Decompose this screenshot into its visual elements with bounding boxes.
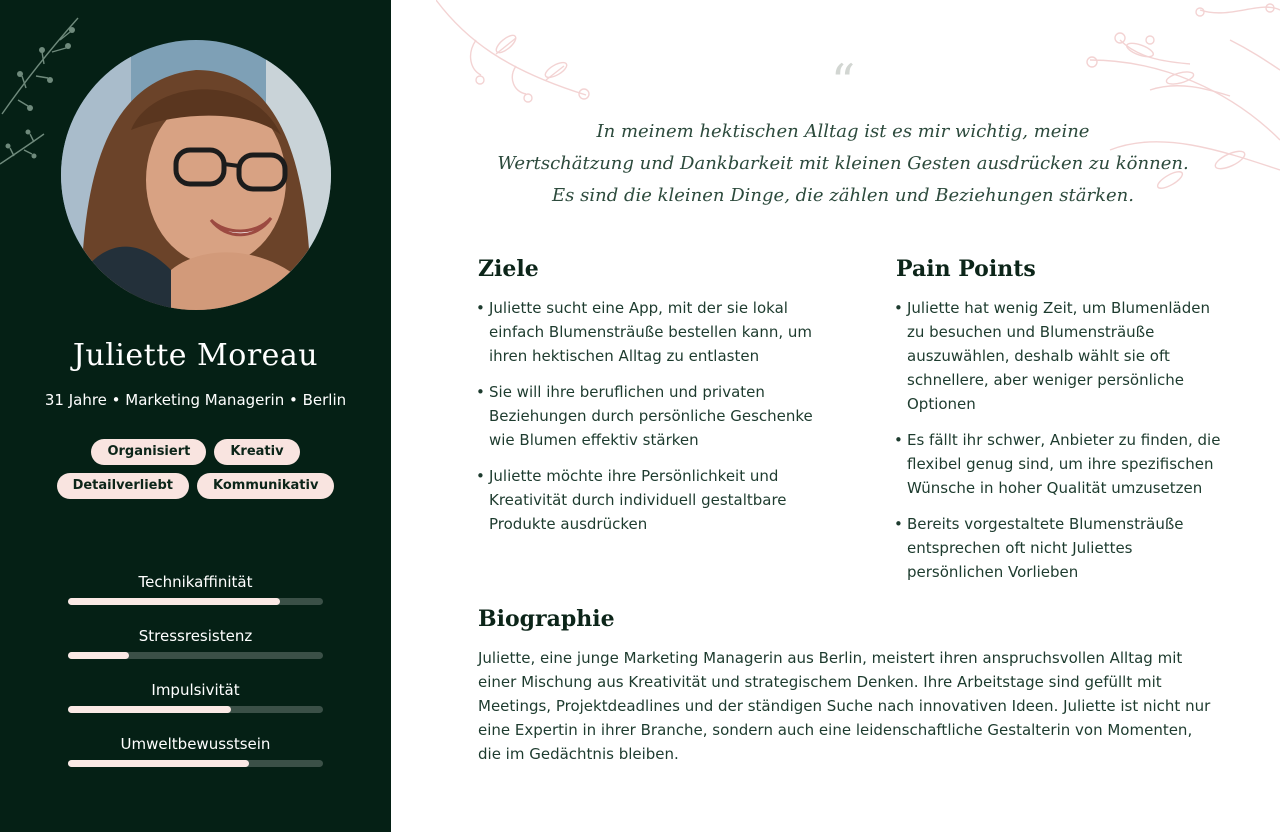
goals-section [478,256,823,548]
list-item: • Juliette hat wenig Zeit, um Blumenläden zu besuchen und Blumensträuße auszuwählen, deshalb wählt sie oft schnellere, aber weniger persönliche Optionen [896,296,1226,416]
tag-kreativ: Kreativ [214,439,299,465]
list-item: • Bereits vorgestaltete Blumensträuße entsprechen oft nicht Juliettes persönlichen Vorlieben [896,512,1226,584]
biography-title: Biographie [478,606,615,632]
persona-quote [391,116,1280,212]
tag-detailverliebt: Detailverliebt [57,473,189,499]
persona-main [391,0,1280,832]
trait-fill [68,652,129,659]
trait-bars [68,572,323,788]
trait-label: Impulsivität [151,681,240,699]
trait-label: Technikaffinität [138,573,253,591]
trait-impulsivitaet [68,680,323,734]
persona-meta: 31 Jahre • Marketing Managerin • Berlin [44,391,347,409]
trait-fill [68,706,231,713]
list-item: • Juliette möchte ihre Persönlichkeit und Kreativität durch individuell gestaltbare Produkte ausdrücken [478,464,823,536]
pain-points-title: Pain Points [896,256,1036,282]
trait-track [68,760,323,767]
list-item: • Es fällt ihr schwer, Anbieter zu finden, die flexibel genug sind, um ihre spezifischen Wünsche in hoher Qualität umzusetzen [896,428,1226,500]
persona-sidebar [0,0,391,832]
persona-photo-icon [61,40,331,310]
trait-label: Umweltbewusstsein [120,735,271,753]
pain-points-section [896,256,1226,596]
persona-avatar [61,40,331,310]
pain-points-list [896,296,1226,584]
biography-text: Juliette, eine junge Marketing Managerin aus Berlin, meistert ihren anspruchsvollen Alltag mit einer Mischung aus Kreativität und strategischem Denken. Ihre Arbeitstage sind gefüllt mit Meetings, Projektdeadlines und der ständigen Suche nach innovativen Ideen. Juliette ist nicht nur eine Expertin in ihrer Branche, sondern auch eine leidenschaftliche Gestalterin von Momenten, die im Gedächtnis bleiben. [478,649,1211,763]
quote-line: In meinem hektischen Alltag ist es mir wichtig, meine [596,121,1090,142]
quote-line: Wertschätzung und Dankbarkeit mit kleinen Gesten ausdrücken zu können. [497,153,1189,174]
trait-track [68,652,323,659]
persona-tags [40,439,351,499]
quote-mark-icon: “ [830,54,856,110]
trait-track [68,706,323,713]
biography-section [478,606,1218,766]
trait-fill [68,598,280,605]
tag-organisiert: Organisiert [91,439,206,465]
goals-title: Ziele [478,256,539,282]
trait-umweltbewusstsein [68,734,323,788]
trait-stressresistenz [68,626,323,680]
list-item: • Sie will ihre beruflichen und privaten Beziehungen durch persönliche Geschenke wie Blumen effektiv stärken [478,380,823,452]
quote-line: Es sind die kleinen Dinge, die zählen und Beziehungen stärken. [552,185,1134,206]
tag-kommunikativ: Kommunikativ [197,473,334,499]
persona-name: Juliette Moreau [72,338,319,373]
list-item: • Juliette sucht eine App, mit der sie lokal einfach Blumensträuße bestellen kann, um ihren hektischen Alltag zu entlasten [478,296,823,368]
goals-list [478,296,823,536]
trait-track [68,598,323,605]
trait-label: Stressresistenz [138,627,253,645]
trait-fill [68,760,249,767]
trait-technikaffinitaet [68,572,323,626]
